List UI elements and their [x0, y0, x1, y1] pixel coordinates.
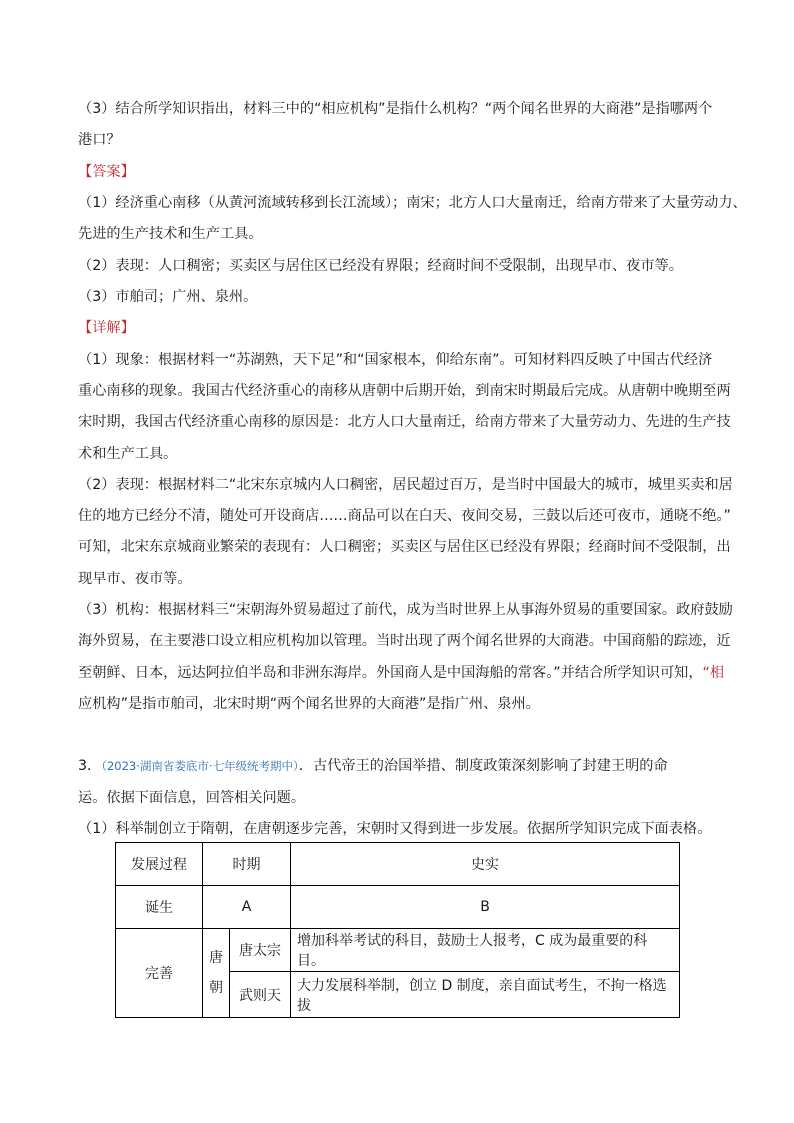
- detail-line: 海外贸易，在主要港口设立相应机构加以管理。当时出现了两个闻名世界的大商港。中国商船的踪迹，近: [78, 633, 731, 649]
- cell-birth: 诞生: [116, 886, 203, 929]
- table-row: [116, 929, 680, 972]
- header-period: 时期: [203, 843, 291, 886]
- detail-line: 应机构”是指市舶司，北宋时期“两个闻名世界的大商港”是指广州、泉州。: [78, 696, 540, 712]
- table-header-row: [116, 843, 680, 886]
- header-fact: 史实: [291, 843, 680, 886]
- detail-line: （1）现象：根据材料一“苏湖熟，天下足”和“国家根本，仰给东南”。可知材料四反映了中国古代经济: [78, 352, 713, 368]
- detail-highlight: “相: [702, 665, 725, 681]
- answer-line: 先进的生产技术和生产工具。: [78, 226, 263, 242]
- detail-header: 【详解】: [78, 320, 135, 336]
- detail-line: [78, 663, 724, 683]
- table-row: [116, 886, 680, 929]
- question-3-prompt-line2: 港口？: [78, 132, 121, 148]
- cell-birth-fact: B: [291, 886, 680, 929]
- question-3-prompt-line1: （3）结合所学知识指出，材料三中的“相应机构”是指什么机构？“两个闻名世界的大商港”是指哪两个: [78, 101, 713, 117]
- detail-text: 至朝鲜、日本，远达阿拉伯半岛和非洲东海岸。外国商人是中国海船的常客。”并结合所学知识可知，: [78, 665, 703, 681]
- cell-dynasty: [203, 929, 230, 1018]
- detail-line: （3）机构：根据材料三“宋朝海外贸易超过了前代，成为当时世界上从事海外贸易的重要国家。政府鼓励: [78, 602, 733, 618]
- dynasty-char: 朝: [209, 980, 223, 996]
- answer-line: （1）经济重心南移（从黄河流域转移到长江流域）；南宋；北方人口大量南迁，给南方带来了大量劳动力、: [78, 195, 747, 211]
- question-3-sub1: （1）科举制创立于隋朝，在唐朝逐步完善，宋朝时又得到进一步发展。依据所学知识完成下面表格。: [78, 821, 712, 837]
- detail-line: 现早市、夜市等。: [78, 571, 192, 587]
- detail-line: 重心南移的现象。我国古代经济重心的南移从唐朝中后期开始，到南宋时期最后完成。从唐朝中晚期至两: [78, 383, 731, 399]
- answer-line: （2）表现：人口稠密；买卖区与居住区已经没有界限；经商时间不受限制，出现早市、夜市等。: [78, 258, 683, 274]
- cell-fact: 增加科举考试的科目，鼓励士人报考，C 成为最重要的科目。: [291, 929, 680, 972]
- cell-perfect: 完善: [116, 929, 203, 1018]
- question-number: 3．: [78, 758, 102, 774]
- detail-line: 住的地方已经分不清，随处可开设商店……商品可以在白天、夜间交易，三鼓以后还可夜市，通晓不绝。”: [78, 508, 731, 524]
- cell-emperor: 唐太宗: [230, 929, 291, 972]
- question-3-line1: [78, 756, 668, 776]
- cell-birth-period: A: [203, 886, 291, 929]
- detail-line: 可知，北宋东京城商业繁荣的表现有：人口稠密；买卖区与居住区已经没有界限；经商时间不受限制，出: [78, 539, 731, 555]
- cell-fact: 大力发展科举制，创立 D 制度，亲自面试考生，不拘一格选拔: [291, 972, 680, 1018]
- question-3-line2: 运。依据下面信息，回答相关问题。: [78, 790, 306, 806]
- header-process: 发展过程: [116, 843, 203, 886]
- question-text: ．古代帝王的治国举措、制度政策深刻影响了封建王明的命: [298, 758, 668, 774]
- detail-line: 宋时期，我国古代经济重心南移的原因是：北方人口大量南迁，给南方带来了大量劳动力、先进的生产技: [78, 414, 731, 430]
- dynasty-char: 唐: [209, 950, 223, 966]
- question-source: （2023·湖南省娄底市·七年级统考期中）: [101, 759, 299, 773]
- answer-header: 【答案】: [78, 164, 135, 180]
- keju-table: [115, 842, 680, 1018]
- cell-emperor: 武则天: [230, 972, 291, 1018]
- answer-line: （3）市舶司；广州、泉州。: [78, 289, 258, 305]
- detail-line: 术和生产工具。: [78, 446, 178, 462]
- detail-line: （2）表现：根据材料二“北宋东京城内人口稠密，居民超过百万，是当时中国最大的城市，城里买卖和居: [78, 477, 733, 493]
